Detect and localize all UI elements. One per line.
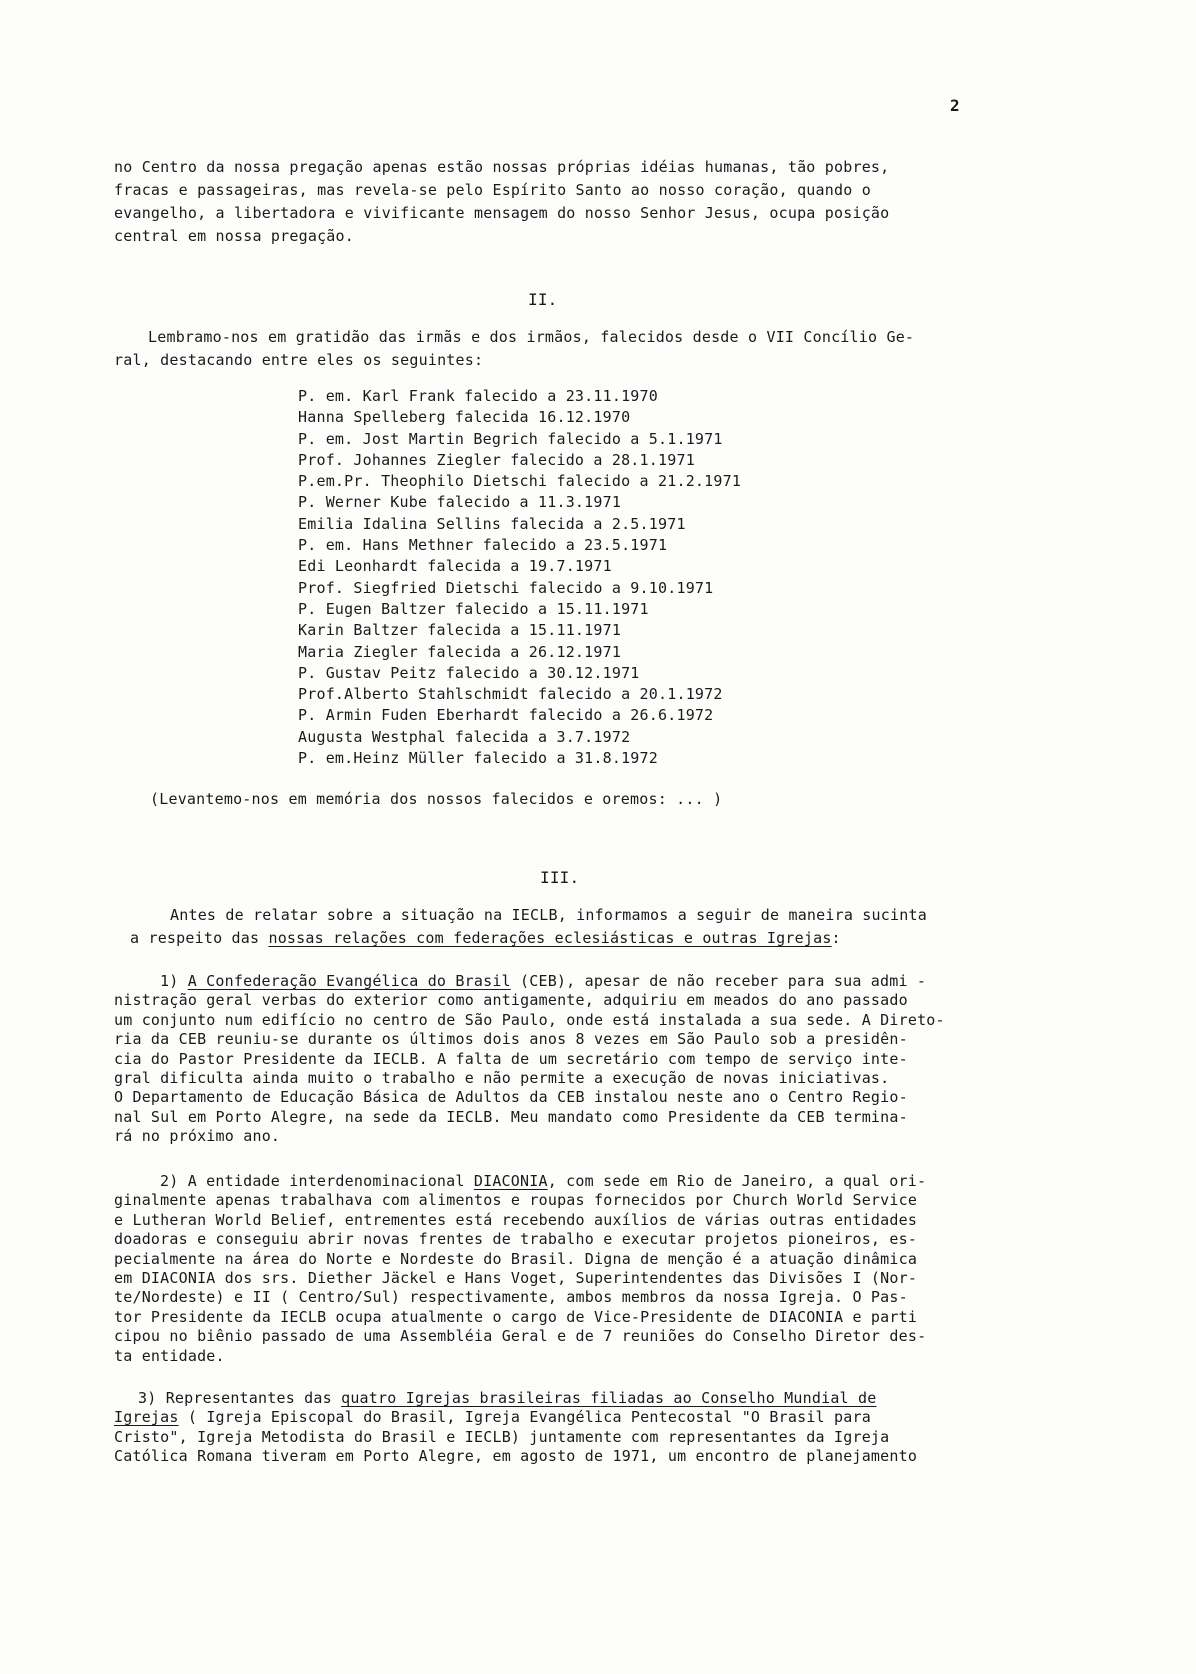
deceased-entry: Prof.Alberto Stahlschmidt falecido a 20.1.1972 bbox=[298, 685, 723, 704]
item-2-paragraph bbox=[114, 1172, 1062, 1366]
deceased-entry: P. Armin Fuden Eberhardt falecido a 26.6.1972 bbox=[298, 706, 714, 725]
item-2-prefix: A entidade interdenominacional bbox=[187, 1172, 474, 1190]
item-1-paragraph bbox=[114, 972, 1062, 1147]
page-number: 2 bbox=[950, 96, 960, 115]
item-1-line: O Departamento de Educação Básica de Adultos da CEB instalou neste ano o Centro Regio- bbox=[114, 1088, 908, 1107]
item-number: 3) bbox=[138, 1389, 166, 1407]
relations-heading: nossas relações com federações eclesiásticas e outras Igrejas bbox=[268, 929, 832, 947]
deceased-list bbox=[298, 386, 741, 769]
item-number: 2) bbox=[160, 1172, 188, 1190]
item-1-line: nistração geral verbas do exterior como antigamente, adquiriu em meados do ano passado bbox=[114, 991, 908, 1010]
item-2-line: doadoras e conseguiu abrir novas frentes de trabalho e executar projetos pioneiros, es- bbox=[114, 1230, 918, 1249]
deceased-entry: P. em.Heinz Müller falecido a 31.8.1972 bbox=[298, 749, 658, 768]
deceased-entry: Maria Ziegler falecida a 26.12.1971 bbox=[298, 642, 622, 661]
diaconia-title: DIACONIA bbox=[473, 1172, 548, 1190]
item-1-line: rá no próximo ano. bbox=[114, 1127, 281, 1146]
deceased-entry: P. Gustav Peitz falecido a 30.12.1971 bbox=[298, 663, 640, 682]
deceased-entry: Karin Baltzer falecida a 15.11.1971 bbox=[298, 621, 622, 640]
item-1-line: um conjunto num edifício no centro de São Paulo, onde está instalada a sua sede. A Direto- bbox=[114, 1010, 945, 1029]
section-ii-intro-line: Lembramo-nos em gratidão das irmãs e dos irmãos, falecidos desde o VII Concílio Ge- bbox=[148, 328, 915, 346]
intro-line: evangelho, a libertadora e vivificante mensagem do nosso Senhor Jesus, ocupa posição bbox=[114, 204, 890, 222]
wcc-member-churches: quatro Igrejas brasileiras filiadas ao Conselho Mundial de bbox=[341, 1389, 877, 1407]
deceased-entry: P. em. Karl Frank falecido a 23.11.1970 bbox=[298, 387, 658, 405]
deceased-entry: P. Eugen Baltzer falecido a 15.11.1971 bbox=[298, 599, 649, 618]
wcc-member-churches-cont: Igrejas bbox=[114, 1408, 179, 1427]
deceased-entry: Edi Leonhardt falecida a 19.7.1971 bbox=[298, 557, 612, 576]
ceb-title: A Confederação Evangélica do Brasil bbox=[187, 972, 511, 990]
section-iii-intro-line: Antes de relatar sobre a situação na IECLB, informamos a seguir de maneira sucinta bbox=[170, 906, 927, 924]
item-3-prefix: Representantes das bbox=[165, 1389, 342, 1407]
deceased-entry: Prof. Siegfried Dietschi falecido a 9.10.1971 bbox=[298, 578, 714, 597]
section-ii-intro-line: ral, destacando entre eles os seguintes: bbox=[114, 351, 484, 369]
item-3-first-line bbox=[114, 1389, 1062, 1408]
item-2-line: te/Nordeste) e II ( Centro/Sul) respectivamente, ambos membros da nossa Igreja. O Pas- bbox=[114, 1288, 908, 1307]
item-1-first-line bbox=[114, 972, 1062, 991]
deceased-entry: P. Werner Kube falecido a 11.3.1971 bbox=[298, 493, 622, 512]
item-2-line: cipou no biênio passado de uma Assembléia Geral e de 7 reuniões do Conselho Diretor des- bbox=[114, 1327, 927, 1346]
item-2-first-rest: , com sede em Rio de Janeiro, a qual ori- bbox=[547, 1172, 927, 1190]
item-2-line: em DIACONIA dos srs. Diether Jäckel e Hans Voget, Superintendentes das Divisões I (Nor- bbox=[114, 1269, 918, 1288]
deceased-entry: P. em. Jost Martin Begrich falecido a 5.1.1971 bbox=[298, 429, 723, 448]
item-1-line: nal Sul em Porto Alegre, na sede da IECLB. Meu mandato como Presidente da CEB termina- bbox=[114, 1107, 908, 1126]
memorial-note: (Levantemo-nos em memória dos nossos falecidos e oremos: ... ) bbox=[150, 790, 723, 808]
section-iii-intro-line bbox=[130, 929, 841, 947]
item-3-line: Cristo", Igreja Metodista do Brasil e IECLB) juntamente com representantes da Igreja bbox=[114, 1427, 890, 1446]
item-1-line: ria da CEB reuniu-se durante os últimos dois anos 8 vezes em São Paulo sob a presidên- bbox=[114, 1030, 908, 1049]
item-3-line: Católica Romana tiveram em Porto Alegre, em agosto de 1971, um encontro de planejamento bbox=[114, 1447, 918, 1466]
item-3-paragraph bbox=[114, 1389, 1062, 1467]
item-1-line: cia do Pastor Presidente da IECLB. A falta de um secretário com tempo de serviço inte- bbox=[114, 1049, 908, 1068]
section-heading-ii: II. bbox=[528, 290, 558, 309]
intro-line: no Centro da nossa pregação apenas estão nossas próprias idéias humanas, tão pobres, bbox=[114, 158, 890, 176]
item-3-second-rest: ( Igreja Episcopal do Brasil, Igreja Evangélica Pentecostal "O Brasil para bbox=[178, 1408, 871, 1427]
deceased-entry: Emilia Idalina Sellins falecida a 2.5.1971 bbox=[298, 514, 686, 533]
item-2-line: tor Presidente da IECLB ocupa atualmente o cargo de Vice-Presidente de DIACONIA e parti bbox=[114, 1307, 918, 1326]
intro-suffix: : bbox=[831, 929, 841, 947]
item-2-line: ta entidade. bbox=[114, 1346, 225, 1365]
item-2-line: ginalmente apenas trabalhava com alimentos e roupas fornecidos por Church World Service bbox=[114, 1191, 918, 1210]
item-3-second-line bbox=[114, 1408, 1062, 1427]
item-number: 1) bbox=[160, 972, 188, 990]
deceased-entry: P.em.Pr. Theophilo Dietschi falecido a 21.2.1971 bbox=[298, 472, 742, 491]
item-2-line: pecialmente na área do Norte e Nordeste do Brasil. Digna de menção é a atuação dinâmica bbox=[114, 1249, 918, 1268]
deceased-entry: P. em. Hans Methner falecido a 23.5.1971 bbox=[298, 536, 668, 555]
deceased-entry: Prof. Johannes Ziegler falecido a 28.1.1971 bbox=[298, 450, 695, 469]
section-heading-iii: III. bbox=[540, 868, 580, 887]
intro-prefix: a respeito das bbox=[130, 929, 269, 947]
item-1-line: gral dificulta ainda muito o trabalho e não permite a execução de novas iniciativas. bbox=[114, 1069, 890, 1088]
item-2-line: e Lutheran World Belief, entrementes está recebendo auxílios de várias outras entidades bbox=[114, 1210, 918, 1229]
item-2-first-line bbox=[114, 1172, 1062, 1191]
deceased-entry: Augusta Westphal falecida a 3.7.1972 bbox=[298, 727, 631, 746]
item-1-first-rest: (CEB), apesar de não receber para sua admi - bbox=[510, 972, 927, 990]
intro-line: central em nossa pregação. bbox=[114, 227, 354, 245]
intro-line: fracas e passageiras, mas revela-se pelo Espírito Santo ao nosso coração, quando o bbox=[114, 181, 871, 199]
deceased-entry: Hanna Spelleberg falecida 16.12.1970 bbox=[298, 408, 631, 427]
